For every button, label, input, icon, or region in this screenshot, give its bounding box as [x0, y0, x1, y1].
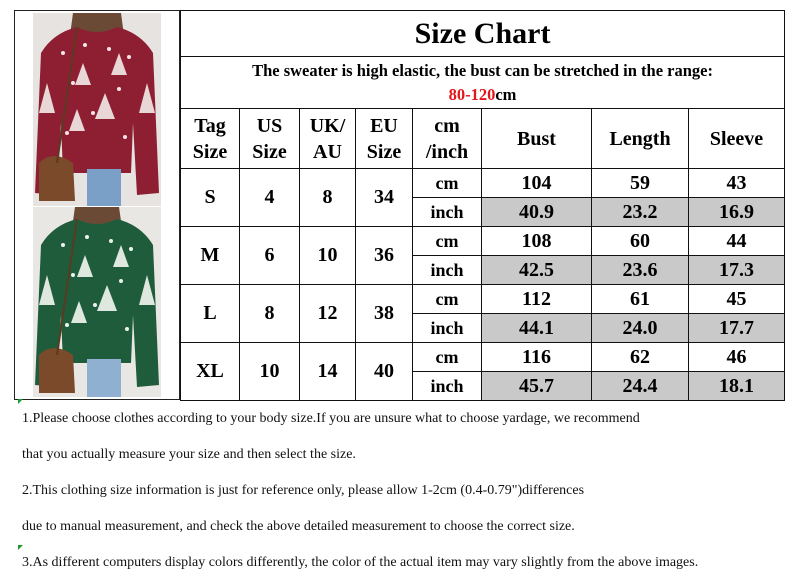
sleeve-value: 44 [689, 227, 785, 256]
bust-value: 104 [482, 169, 592, 198]
note-2: 2.This clothing size information is just for reference only, please allow 1-2cm (0.4-0.79")differences [22, 483, 585, 498]
bust-value: 40.9 [482, 198, 592, 227]
unit-label: cm [413, 343, 482, 372]
unit-label: inch [413, 198, 482, 227]
us-size: 8 [240, 285, 300, 343]
size-s-cm-row [181, 169, 785, 198]
length-value: 24.4 [592, 372, 689, 401]
sleeve-value: 16.9 [689, 198, 785, 227]
uk-au-size: 12 [300, 285, 356, 343]
note-3: 3.As different computers display colors differently, the color of the actual item may vary slightly from the above images. [22, 555, 699, 570]
unit-label: cm [413, 285, 482, 314]
size-m-cm-row [181, 227, 785, 256]
length-value: 24.0 [592, 314, 689, 343]
bust-value: 116 [482, 343, 592, 372]
length-value: 23.2 [592, 198, 689, 227]
us-size: 6 [240, 227, 300, 285]
tag-size: S [181, 169, 240, 227]
elastic-note [181, 57, 785, 109]
header-tag-size: Tag Size [181, 109, 240, 169]
note-1-continued: that you actually measure your size and then select the size. [22, 447, 356, 462]
header-unit: cm /inch [413, 109, 482, 169]
unit-label: cm [413, 169, 482, 198]
bust-value: 42.5 [482, 256, 592, 285]
sleeve-value: 17.7 [689, 314, 785, 343]
header-row [181, 109, 785, 169]
unit-label: cm [413, 227, 482, 256]
header-eu-size: EU Size [356, 109, 413, 169]
header-us-size: US Size [240, 109, 300, 169]
uk-au-size: 10 [300, 227, 356, 285]
unit-label: inch [413, 256, 482, 285]
bust-value: 112 [482, 285, 592, 314]
uk-au-size: 14 [300, 343, 356, 401]
eu-size: 34 [356, 169, 413, 227]
product-photos [14, 10, 180, 400]
unit-label: inch [413, 372, 482, 401]
chart-title: Size Chart [181, 11, 785, 57]
length-value: 23.6 [592, 256, 689, 285]
red-sweater-photo [33, 13, 161, 206]
us-size: 4 [240, 169, 300, 227]
size-xl-cm-row [181, 343, 785, 372]
bust-value: 45.7 [482, 372, 592, 401]
corner-marker [18, 399, 23, 404]
tag-size: XL [181, 343, 240, 401]
note-1: 1.Please choose clothes according to your body size.If you are unsure what to choose yardage, we recommend [22, 411, 640, 426]
bust-value: 108 [482, 227, 592, 256]
red-sweater-illustration [33, 13, 161, 206]
length-value: 59 [592, 169, 689, 198]
header-uk-au: UK/ AU [300, 109, 356, 169]
note-2-continued: due to manual measurement, and check the above detailed measurement to choose the correct size. [22, 519, 575, 534]
corner-marker [18, 545, 23, 550]
sleeve-value: 45 [689, 285, 785, 314]
sleeve-value: 18.1 [689, 372, 785, 401]
length-value: 62 [592, 343, 689, 372]
green-sweater-photo [33, 207, 161, 397]
sleeve-value: 17.3 [689, 256, 785, 285]
uk-au-size: 8 [300, 169, 356, 227]
header-bust: Bust [482, 109, 592, 169]
length-value: 61 [592, 285, 689, 314]
header-sleeve: Sleeve [689, 109, 785, 169]
size-chart-table [180, 10, 785, 401]
tag-size: L [181, 285, 240, 343]
header-length: Length [592, 109, 689, 169]
tag-size: M [181, 227, 240, 285]
eu-size: 36 [356, 227, 413, 285]
elastic-note-text: The sweater is high elastic, the bust can be stretched in the range: [252, 60, 713, 80]
size-l-cm-row [181, 285, 785, 314]
us-size: 10 [240, 343, 300, 401]
sleeve-value: 43 [689, 169, 785, 198]
length-value: 60 [592, 227, 689, 256]
sleeve-value: 46 [689, 343, 785, 372]
bust-value: 44.1 [482, 314, 592, 343]
bust-range-unit: cm [495, 84, 517, 104]
bust-range: 80-120 [448, 84, 496, 104]
eu-size: 38 [356, 285, 413, 343]
eu-size: 40 [356, 343, 413, 401]
unit-label: inch [413, 314, 482, 343]
green-sweater-illustration [33, 207, 161, 397]
